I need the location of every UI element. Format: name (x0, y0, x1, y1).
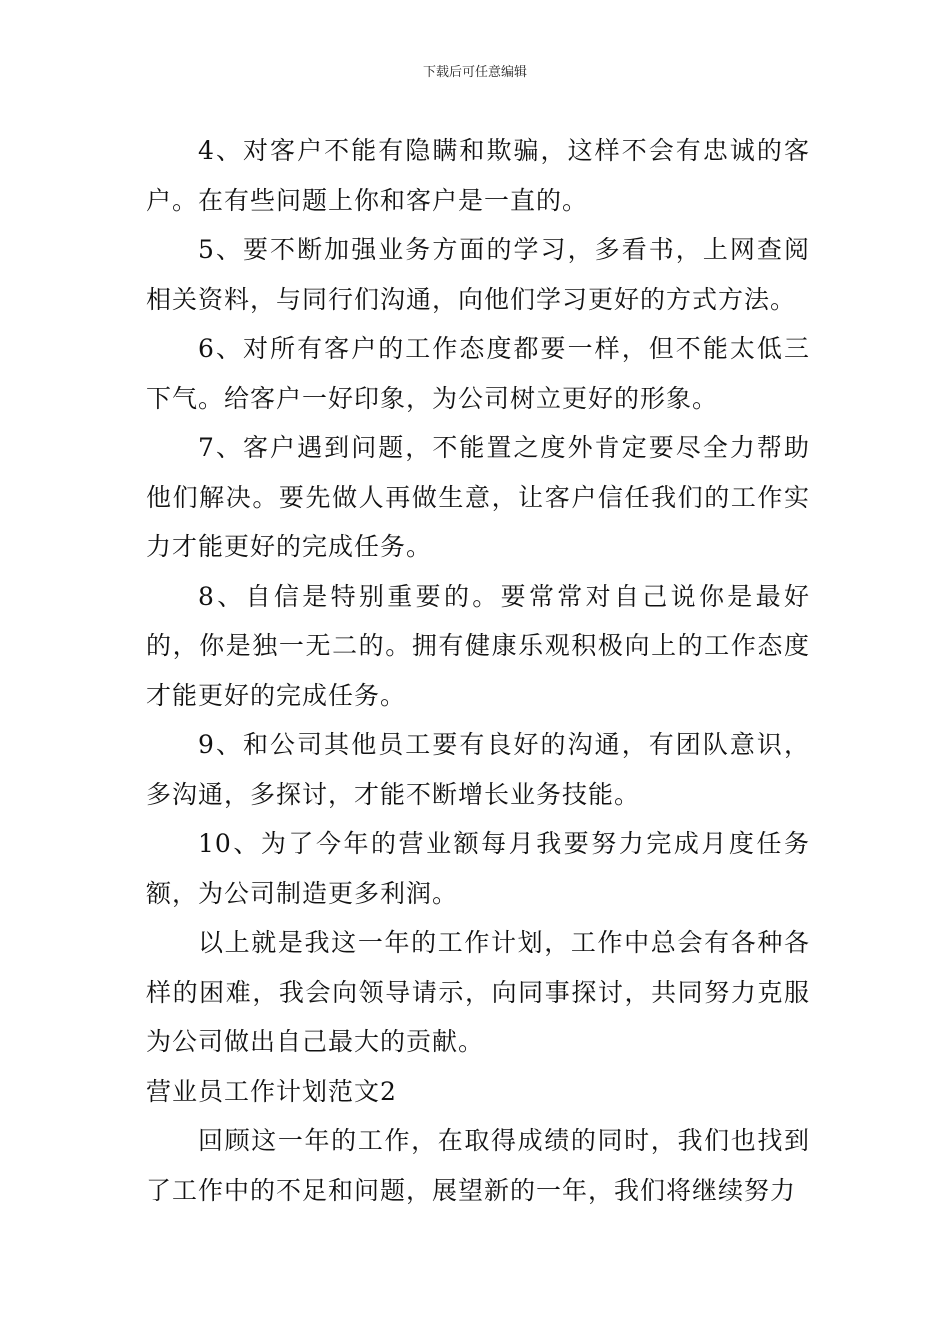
paragraph-item-8: 8、自信是特别重要的。要常常对自己说你是最好的，你是独一无二的。拥有健康乐观积极向上的工作态度才能更好的完成任务。 (146, 581, 810, 710)
paragraph-item-7: 7、客户遇到问题，不能置之度外肯定要尽全力帮助他们解决。要先做人再做生意，让客户信任我们的工作实力才能更好的完成任务。 (146, 433, 810, 561)
page-header: 下载后可任意编辑 (422, 65, 527, 80)
paragraph-summary: 以上就是我这一年的工作计划，工作中总会有各种各样的困难，我会向领导请示，向同事探讨，共同努力克服为公司做出自己最大的贡献。 (146, 928, 810, 1056)
section-heading: 营业员工作计划范文2 (146, 1076, 397, 1106)
paragraph-item-9: 9、和公司其他员工要有良好的沟通，有团队意识，多沟通，多探讨，才能不断增长业务技能。 (146, 730, 810, 809)
paragraph-item-5: 5、要不断加强业务方面的学习，多看书，上网查阅相关资料，与同行们沟通，向他们学习更好的方式方法。 (146, 235, 810, 314)
paragraph-review: 回顾这一年的工作，在取得成绩的同时，我们也找到了工作中的不足和问题，展望新的一年，我们将继续努力 (146, 1126, 810, 1205)
document-body (146, 126, 810, 1215)
paragraph-item-6: 6、对所有客户的工作态度都要一样，但不能太低三下气。给客户一好印象，为公司树立更好的形象。 (146, 334, 810, 413)
paragraph-item-4: 4、对客户不能有隐瞒和欺骗，这样不会有忠诚的客户。在有些问题上你和客户是一直的。 (146, 136, 810, 215)
paragraph-item-10: 10、为了今年的营业额每月我要努力完成月度任务额，为公司制造更多利润。 (146, 829, 810, 908)
